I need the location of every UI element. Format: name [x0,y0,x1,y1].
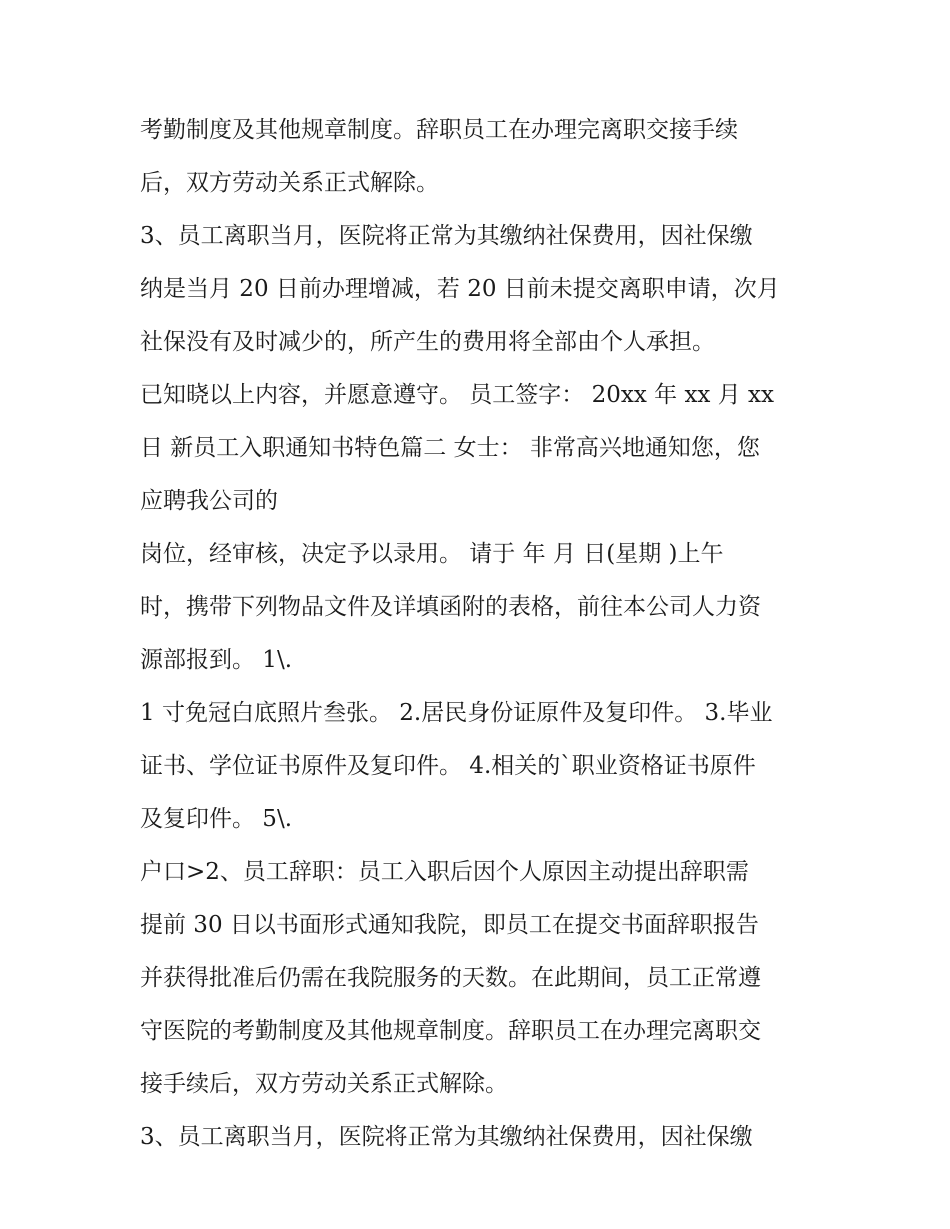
text-line: 后，双方劳动关系正式解除。 [140,170,439,196]
text-line: 已知晓以上内容，并愿意遵守。 员工签字： 20xx 年 xx 月 xx [140,382,774,408]
text-line: 守医院的考勤制度及其他规章制度。辞职员工在办理完离职交 [140,1018,761,1044]
text-line: 日 新员工入职通知书特色篇二 女士： 非常高兴地通知您，您 [140,435,760,461]
text-line: 3、员工离职当月，医院将正常为其缴纳社保费用，因社保缴 [140,1124,753,1150]
text-line: 3、员工离职当月，医院将正常为其缴纳社保费用，因社保缴 [140,223,753,249]
text-line: 户口>2、员工辞职：员工入职后因个人原因主动提出辞职需 [140,859,749,885]
text-line: 及复印件。 5\. [140,806,293,832]
text-line: 社保没有及时减少的，所产生的费用将全部由个人承担。 [140,329,715,355]
text-line: 考勤制度及其他规章制度。辞职员工在办理完离职交接手续 [140,117,738,143]
text-line: 接手续后，双方劳动关系正式解除。 [140,1071,508,1097]
text-line: 并获得批准后仍需在我院服务的天数。在此期间，员工正常遵 [140,965,761,991]
text-line: 纳是当月 20 日前办理增减，若 20 日前未提交离职申请，次月 [140,276,780,302]
document-text-body [140,104,830,1164]
text-line: 提前 30 日以书面形式通知我院，即员工在提交书面辞职报告 [140,912,759,938]
text-line: 1 寸免冠白底照片叁张。 2.居民身份证原件及复印件。 3.毕业 [140,700,773,726]
text-line: 源部报到。 1\. [140,647,293,673]
text-line: 岗位，经审核，决定予以录用。 请于 年 月 日(星期 )上午 [140,541,724,567]
text-line: 时，携带下列物品文件及详填函附的表格，前往本公司人力资 [140,594,761,620]
text-line: 应聘我公司的 [140,488,278,514]
text-line: 证书、学位证书原件及复印件。 4.相关的`职业资格证书原件 [140,753,756,779]
